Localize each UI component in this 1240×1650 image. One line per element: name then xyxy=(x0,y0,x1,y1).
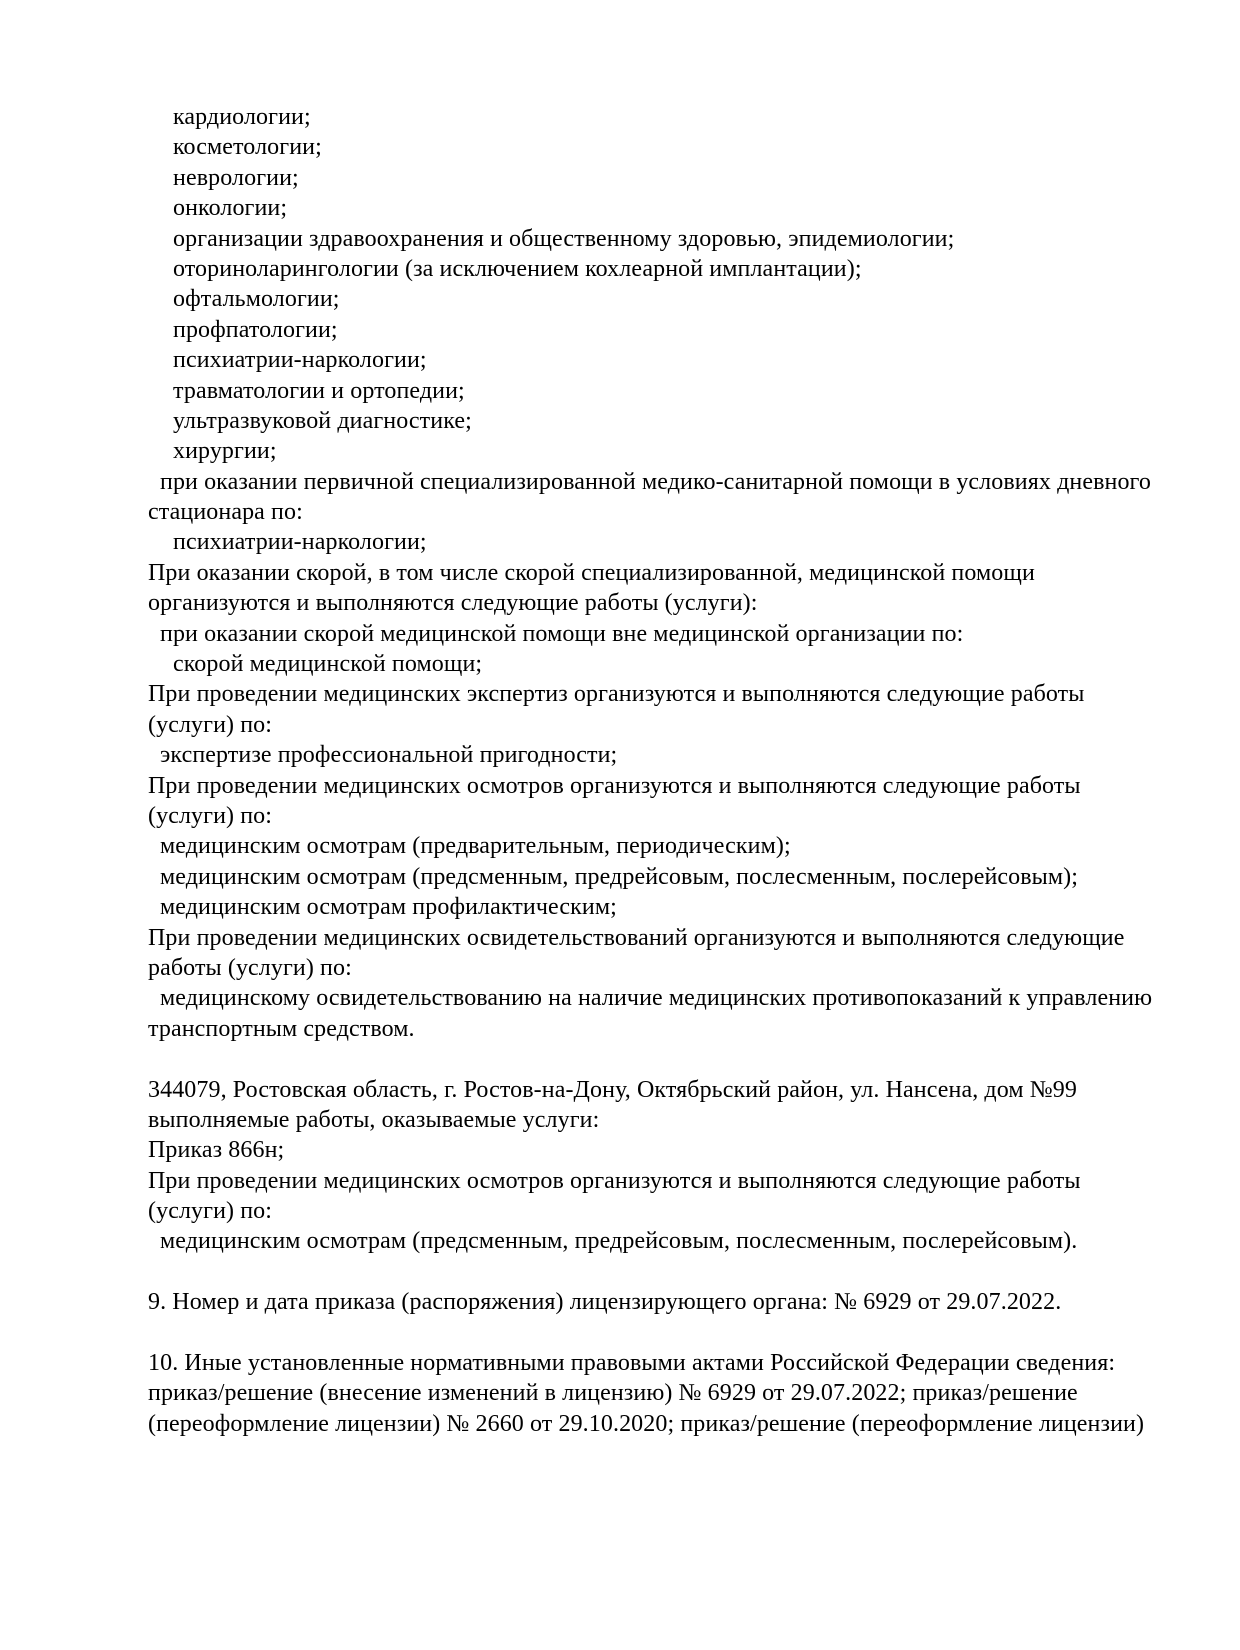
text-line: выполняемые работы, оказываемые услуги: xyxy=(148,1106,600,1133)
text-line: скорой медицинской помощи; xyxy=(173,651,483,678)
text-line: При проведении медицинских осмотров организуются и выполняются следующие работы xyxy=(148,772,1081,799)
text-line: При оказании скорой, в том числе скорой специализированной, медицинской помощи xyxy=(148,559,1035,586)
text-line: (услуги) по: xyxy=(148,711,273,738)
text-line: медицинским осмотрам (предсменным, предрейсовым, послесменным, послерейсовым). xyxy=(160,1228,1078,1255)
text-line: психиатрии-наркологии; xyxy=(173,347,427,374)
text-line: медицинскому освидетельствованию на наличие медицинских противопоказаний к управлению xyxy=(160,985,1153,1012)
blank-line xyxy=(0,1044,1240,1074)
text-line: При проведении медицинских экспертиз организуются и выполняются следующие работы xyxy=(148,681,1085,708)
blank-line xyxy=(0,1318,1240,1348)
text-line: ультразвуковой диагностике; xyxy=(173,407,472,434)
text-line: (переоформление лицензии) № 2660 от 29.10.2020; приказ/решение (переоформление лицензии) xyxy=(148,1410,1145,1437)
text-line: хирургии; xyxy=(173,438,277,465)
blank-line xyxy=(0,1257,1240,1287)
text-line: экспертизе профессиональной пригодности; xyxy=(160,742,618,769)
text-line: (услуги) по: xyxy=(148,802,273,829)
text-line: неврологии; xyxy=(173,164,299,191)
text-line: травматологии и ортопедии; xyxy=(173,377,465,404)
text-line: 344079, Ростовская область, г. Ростов-на-Дону, Октябрьский район, ул. Нансена, дом №99 xyxy=(148,1076,1077,1103)
text-line: стационара по: xyxy=(148,499,303,526)
text-line: транспортным средством. xyxy=(148,1015,415,1042)
text-line: Приказ 866н; xyxy=(148,1137,285,1164)
text-line: приказ/решение (внесение изменений в лицензию) № 6929 от 29.07.2022; приказ/решение xyxy=(148,1380,1078,1407)
text-line: При проведении медицинских осмотров организуются и выполняются следующие работы xyxy=(148,1167,1081,1194)
text-line: профпатологии; xyxy=(173,316,338,343)
text-line: кардиологии; xyxy=(173,104,311,130)
document-text-block xyxy=(0,102,1240,1439)
text-line: оториноларингологии (за исключением кохлеарной имплантации); xyxy=(173,255,862,282)
text-line: организации здравоохранения и общественному здоровью, эпидемиологии; xyxy=(173,225,955,252)
text-line: При проведении медицинских освидетельствований организуются и выполняются следующие xyxy=(148,924,1125,951)
text-line: онкологии; xyxy=(173,195,288,222)
text-line: медицинским осмотрам (предварительным, периодическим); xyxy=(160,833,791,860)
text-line: при оказании скорой медицинской помощи вне медицинской организации по: xyxy=(160,620,964,647)
text-line: организуются и выполняются следующие работы (услуги): xyxy=(148,590,758,617)
text-line: при оказании первичной специализированной медико-санитарной помощи в условиях дневного xyxy=(160,468,1151,495)
text-line: косметологии; xyxy=(173,134,322,161)
text-line: 9. Номер и дата приказа (распоряжения) лицензирующего органа: № 6929 от 29.07.2022. xyxy=(148,1289,1062,1316)
text-line: работы (услуги) по: xyxy=(148,954,352,981)
text-line: 10. Иные установленные нормативными правовыми актами Российской Федерации сведения: xyxy=(148,1350,1116,1377)
text-line: психиатрии-наркологии; xyxy=(173,529,427,556)
text-line: медицинским осмотрам профилактическим; xyxy=(160,894,617,921)
text-line: медицинским осмотрам (предсменным, предрейсовым, послесменным, послерейсовым); xyxy=(160,863,1079,890)
text-line: (услуги) по: xyxy=(148,1198,273,1225)
text-line: офтальмологии; xyxy=(173,286,340,313)
